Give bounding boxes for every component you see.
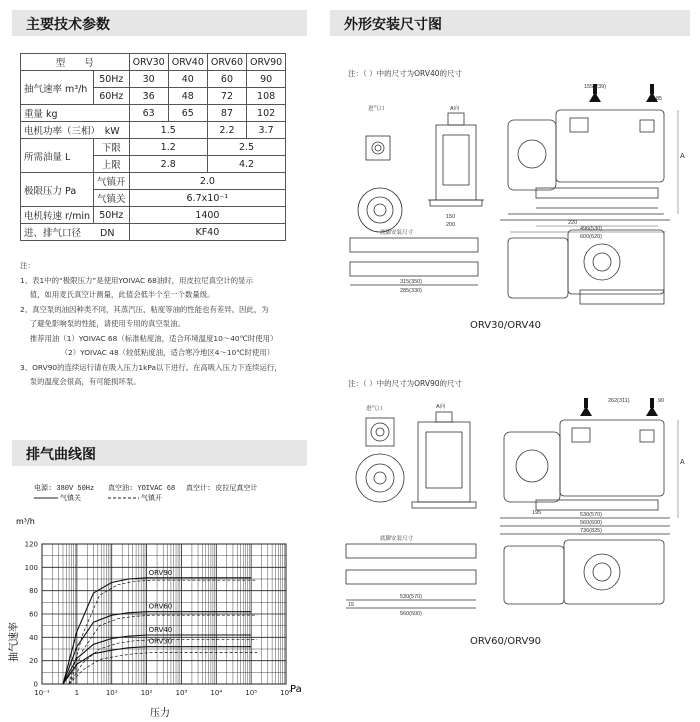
value-cell: 87	[207, 105, 246, 122]
base-label: 底脚安装尺寸	[380, 536, 414, 542]
y-tick-label: 100	[24, 563, 38, 572]
y-unit: m³/h	[16, 517, 35, 526]
dim-label: 496(530)	[580, 226, 603, 232]
dim-label: 90	[658, 398, 665, 404]
note-line: 泵的温度会很高，有可能损坏泵。	[20, 377, 141, 386]
x-tick-label: 10²	[140, 689, 153, 697]
dim-label: 195	[532, 510, 542, 516]
spec-section-header	[12, 10, 307, 36]
hz-cell: 50Hz	[94, 71, 130, 88]
spec-table	[20, 53, 286, 241]
note-line: （2）YOIVAC 48（较低粘度油，适合寒冷地区4～10℃时使用）	[20, 348, 275, 357]
y-tick-label: 0	[33, 680, 38, 689]
spec-section-title: 主要技术参数	[26, 17, 110, 33]
svg-text:A: A	[680, 153, 685, 160]
value-cell: 30	[129, 71, 168, 88]
value-cell: 2.8	[129, 156, 207, 173]
dim-label: 560(600)	[400, 611, 423, 617]
dim-label: 530(570)	[400, 594, 423, 600]
x-axis-label: 压力	[150, 708, 170, 719]
curve-section-title: 排气曲线图	[26, 447, 96, 463]
rpm-label: 电机转速 r/min	[21, 207, 94, 224]
value-cell: 2.5	[207, 139, 285, 156]
hz-cell: 50Hz	[94, 207, 130, 224]
pump-speed-label: 抽气速率 m³/h	[21, 71, 94, 105]
inlet-label: 进气口	[368, 106, 385, 112]
value-cell: 108	[247, 88, 286, 105]
legend-oil: 真空油: YOIVAC 68	[108, 485, 176, 493]
dim-label: 220	[568, 220, 578, 226]
value-cell: 3.7	[247, 122, 286, 139]
dim-label: 200	[446, 222, 456, 228]
x-tick-label: 10⁴	[210, 689, 223, 697]
value-cell: 63	[129, 105, 168, 122]
note-line: 注：	[20, 261, 35, 270]
series-label-orv30: ORV30	[148, 637, 173, 646]
hz-cell: 60Hz	[94, 88, 130, 105]
x-tick-label: 10⁻¹	[34, 689, 50, 697]
note-line: 1、表1中的“极限压力”是使用YOIVAC 68油时，用皮拉尼真空计的显示	[20, 275, 253, 285]
dim-section-header	[330, 10, 690, 36]
series-label-orv90: ORV90	[148, 568, 173, 577]
value-cell: 4.2	[207, 156, 285, 173]
value-cell: 2.0	[129, 173, 286, 190]
value-cell: 2.2	[207, 122, 246, 139]
note-line: 推荐用油（1）YOIVAC 68（标准粘度油，适合环境温度10～40℃时使用）	[20, 333, 278, 343]
motor-label: 电机功率（三相） kW	[21, 122, 130, 139]
drawing-orv60-90	[340, 394, 690, 626]
dim-label: 285(330)	[400, 288, 423, 294]
dim-label: 560(600)	[580, 520, 603, 526]
ballast-closed-label: 气镇关	[94, 190, 130, 207]
dim-label: 155(239)	[584, 84, 607, 90]
base-label: 底脚安装尺寸	[380, 230, 414, 236]
oil-lower-label: 下限	[94, 139, 130, 156]
weight-label: 重量 kg	[21, 105, 130, 122]
x-tick-label: 10³	[175, 689, 188, 697]
dim-section-title: 外形安装尺寸图	[344, 17, 442, 33]
value-cell: 1400	[129, 207, 286, 224]
model-cell: ORV90	[247, 54, 286, 71]
series-label-orv60: ORV60	[148, 602, 173, 611]
value-cell: 48	[168, 88, 207, 105]
series-label-orv40: ORV40	[148, 626, 173, 634]
dim-label: 600(620)	[580, 234, 603, 240]
caption-top: ORV30/ORV40	[470, 320, 542, 331]
a-direction-label: A向	[436, 404, 446, 410]
dim-label: 15	[348, 602, 355, 608]
drawing-orv30-40	[340, 80, 690, 320]
value-cell: KF40	[129, 224, 286, 241]
value-cell: 102	[247, 105, 286, 122]
drawing-note-bottom: 注：（ ）中的尺寸为ORV90的尺寸	[348, 379, 463, 388]
x-tick-label: 10⁶	[280, 689, 292, 697]
model-cell: ORV30	[129, 54, 168, 71]
notes-block	[20, 259, 300, 390]
ult-pressure-label: 极限压力 Pa	[21, 173, 94, 207]
value-cell: 1.2	[129, 139, 207, 156]
model-cell: ORV60	[207, 54, 246, 71]
x-tick-label: 1	[74, 689, 80, 697]
svg-text:A: A	[680, 459, 685, 466]
dim-label: 736(825)	[580, 528, 603, 534]
y-tick-label: 40	[29, 633, 38, 642]
value-cell: 72	[207, 88, 246, 105]
legend-power: 电源: 380V 50Hz	[34, 485, 95, 493]
oil-upper-label: 上限	[94, 156, 130, 173]
exhaust-curve-chart	[0, 462, 320, 722]
note-line: 值，如用麦氏真空计测量，此值会低半个至一个数量级。	[20, 290, 215, 299]
y-tick-label: 120	[24, 540, 38, 549]
legend-closed: 气镇关	[60, 495, 81, 503]
dim-label: 315(350)	[400, 279, 423, 285]
y-tick-label: 80	[29, 587, 38, 596]
caption-bottom: ORV60/ORV90	[470, 636, 542, 647]
value-cell: 36	[129, 88, 168, 105]
dim-label: 530(570)	[580, 512, 603, 518]
value-cell: 60	[207, 71, 246, 88]
legend-open: 气镇开	[141, 495, 162, 503]
oil-label: 所需油量 L	[21, 139, 94, 173]
legend-gauge: 真空计: 皮拉尼真空计	[186, 485, 258, 493]
port-label: 进、排气口径 DN	[21, 224, 130, 241]
y-tick-label: 20	[29, 657, 38, 666]
dim-label: 85	[656, 96, 663, 102]
y-tick-label: 60	[29, 610, 38, 619]
value-cell: 65	[168, 105, 207, 122]
drawing-note-top: 注：（ ）中的尺寸为ORV40的尺寸	[348, 69, 463, 78]
a-direction-label: A向	[450, 106, 460, 112]
y-axis-label: 抽气速率	[9, 622, 20, 662]
dim-label: 150	[446, 214, 456, 220]
model-header: 型 号	[21, 54, 130, 71]
note-line: 3、ORV90的连续运行请在吸入压力1kPa以下进行。在高吸入压力下连续运行，	[20, 362, 282, 372]
inlet-label: 进气口	[366, 406, 383, 412]
note-line: 2、真空泵的油因种类不同，其蒸汽压、粘度等油的性能也有差异。因此，为	[20, 304, 269, 314]
dim-label: 262(311)	[608, 398, 630, 404]
model-cell: ORV40	[168, 54, 207, 71]
x-tick-label: 10⁵	[245, 689, 258, 697]
value-cell: 6.7x10⁻¹	[129, 190, 286, 207]
value-cell: 1.5	[129, 122, 207, 139]
value-cell: 90	[247, 71, 286, 88]
x-tick-label: 10¹	[105, 689, 118, 697]
value-cell: 40	[168, 71, 207, 88]
note-line: 了避免影响泵的性能，请使用专用的真空泵油。	[20, 319, 185, 328]
ballast-open-label: 气镇开	[94, 173, 130, 190]
x-axis-unit: Pa	[290, 684, 302, 695]
